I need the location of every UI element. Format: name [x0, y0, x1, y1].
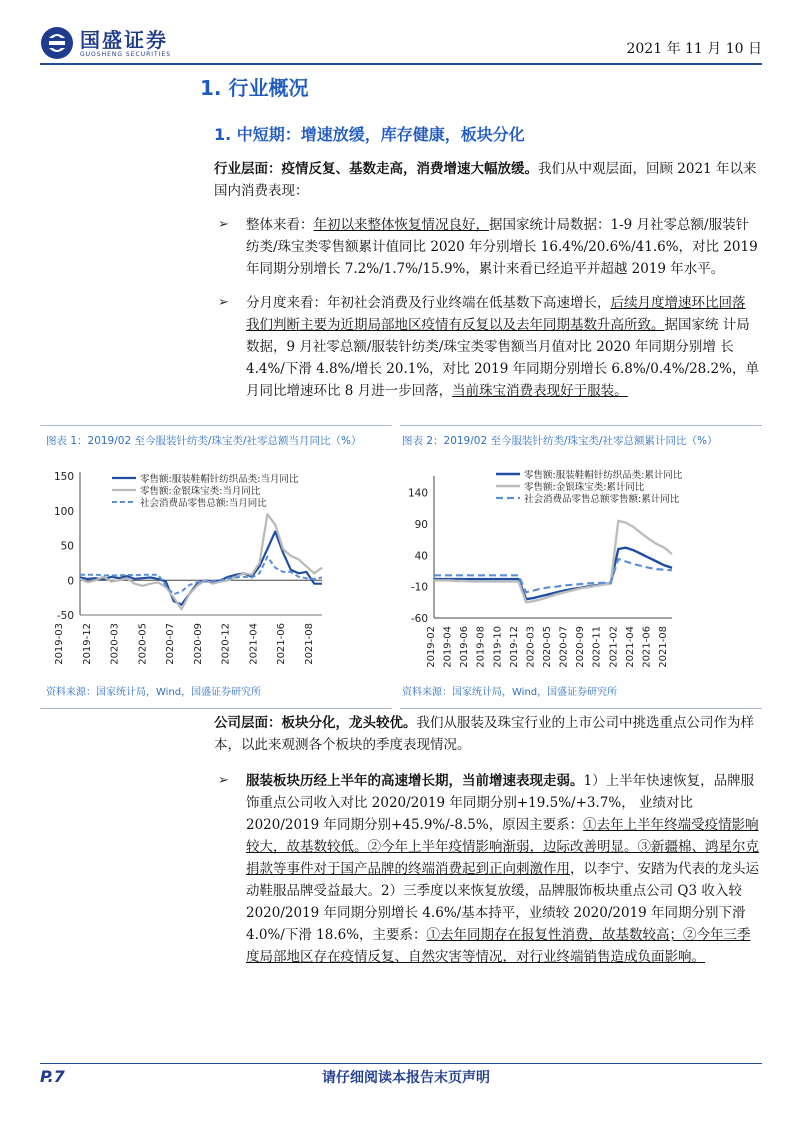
footer-disclaimer: 请仔细阅读本报告末页声明	[322, 1070, 490, 1086]
y-tick-label: 90	[414, 518, 428, 531]
x-tick-label: 2020-03	[109, 623, 121, 665]
legend-label: 零售额:金银珠宝类:累计同比	[524, 482, 645, 493]
x-tick-label: 2021-08	[304, 623, 315, 665]
apparel-bullet-underlined-3: ②今年三季度局部地区存在疫情反复、自然灾害等情况，对行业终端销售造成负面影响。	[246, 927, 751, 965]
x-tick-label: 2021-04	[248, 623, 260, 665]
x-tick-label: 2019-02	[426, 626, 437, 668]
company-lead-bold: 公司层面：板块分化，龙头较优。	[214, 715, 417, 731]
y-tick-label: -50	[56, 610, 74, 622]
x-tick-label: 2019-12	[508, 626, 520, 668]
apparel-bullet-text-1: 1）上半年快速恢复，品牌服饰重点公司收入对比 2020/2019 年同期分别+19.5%/+3.7%， 业绩对比 2020/2019 年同期分别+45.9%/-8.5%，原因主要系：	[246, 773, 755, 833]
legend-label: 零售额:服装鞋帽针纺织品类:当月同比	[140, 474, 299, 485]
section-heading: 1. 行业概况	[200, 76, 309, 100]
legend-label: 零售额:服装鞋帽针纺织品类:累计同比	[524, 470, 683, 481]
page-number: P.7	[40, 1067, 65, 1086]
overall-bullet-text: 据国家统计局数据：1-9 月社零总额/服装针纺类/珠宝类零售额累计值同比 2020 年分别增长 16.4%/20.6%/41.6%，对比 2019 年同期分别增长 7.2%/1.7%/15.9%，累计来看已经追平并超越 2019 年水平。	[246, 217, 758, 277]
x-tick-label: 2020-11	[591, 626, 603, 668]
logo-text-en: GUOSHENG SECURITIES	[80, 50, 172, 58]
x-tick-label: 2020-12	[220, 623, 232, 665]
bullet-arrow-icon: ➢	[218, 295, 229, 310]
y-tick-label: 50	[60, 540, 74, 553]
subsection-heading: 1. 中短期：增速放缓，库存健康，板块分化	[214, 125, 525, 144]
x-tick-label: 2021-06	[276, 623, 288, 665]
monthly-bullet-underlined-1: 后续月度增速环比回落 我们判断主要为近期局部地区疫情有反复以及去年同期基数升高所致。	[246, 295, 746, 333]
chart-1-source: 资料来源：国家统计局，Wind，国盛证券研究所	[46, 687, 262, 698]
series-line	[80, 514, 322, 609]
overall-bullet-underlined: 年初以来整体恢复情况良好，	[313, 217, 489, 233]
x-tick-label: 2020-09	[575, 626, 587, 668]
chart-2-source: 资料来源：国家统计局，Wind，国盛证券研究所	[402, 687, 618, 698]
y-tick-label: -10	[410, 581, 428, 594]
y-tick-label: 0	[67, 575, 74, 588]
logo-text-cn: 国盛证券	[80, 27, 168, 52]
series-line	[80, 532, 322, 605]
monthly-bullet-underlined-2: 当前珠宝消费表现好于服装。	[452, 383, 628, 399]
x-tick-label: 2020-05	[137, 623, 149, 665]
y-tick-label: 40	[414, 550, 428, 563]
logo-icon	[40, 26, 74, 60]
header-divider	[40, 63, 762, 65]
x-tick-label: 2019-03	[54, 623, 65, 665]
series-line	[80, 557, 322, 595]
x-tick-label: 2021-02	[608, 626, 620, 668]
x-tick-label: 2020-09	[192, 623, 204, 665]
y-tick-label: -60	[410, 613, 428, 625]
chart-2-title: 图表 2：2019/02 至今服装针纺类/珠宝类/社零总额累计同比（%）	[402, 435, 718, 447]
apparel-bullet-text-2: ，以李宁、安踏为代表的龙头运动鞋服品牌受益最大。2）三季度以来恢复放缓，品牌服饰板块重点公司 Q3 收入较 2020/2019 年同期分别增长 4.6%/基本持平，业绩较 2020/2019 年同期分别下滑 4.0%/下滑 18.6%，主要系：	[246, 861, 759, 943]
x-tick-label: 2021-06	[641, 626, 653, 668]
legend-label: 社会消费品零售总额:当月同比	[140, 498, 267, 509]
y-tick-label: 100	[53, 505, 74, 518]
y-tick-label: 150	[53, 471, 74, 483]
bullet-arrow-icon: ➢	[218, 217, 229, 232]
x-tick-label: 2021-08	[658, 626, 669, 668]
x-tick-label: 2020-07	[558, 626, 570, 668]
overall-bullet	[246, 214, 762, 280]
x-tick-label: 2019-04	[442, 626, 454, 668]
industry-lead-text: 我们从中观层面，回顾 2021 年以来国内消费表现：	[214, 161, 757, 199]
report-date: 2021 年 11 月 10 日	[626, 41, 762, 57]
series-line	[434, 521, 672, 603]
apparel-bullet	[246, 770, 762, 968]
x-tick-label: 2019-12	[81, 623, 93, 665]
x-tick-label: 2019-06	[459, 626, 471, 668]
series-line	[434, 559, 672, 592]
company-paragraph	[214, 712, 762, 756]
x-tick-label: 2020-03	[525, 626, 537, 668]
chart-1-title: 图表 1：2019/02 至今服装针纺类/珠宝类/社零总额当月同比（%）	[46, 435, 362, 447]
bullet-arrow-icon: ➢	[218, 773, 229, 788]
overall-bullet-prefix: 整体来看：	[246, 217, 314, 233]
chart-2-cumulative-yoy	[400, 460, 762, 680]
apparel-bullet-underlined-1: ①去年上半年终端受疫情影响较大，故基数较低。②今年上半年疫情影响渐弱，边际改善明显。③新疆棉、鸿星尔克捐款等事件对于国产品牌的终端消费起到正向刺激作用	[246, 817, 759, 877]
monthly-bullet-prefix: 分月度来看：年初社会消费及行业终端在低基数下高速增长，	[246, 295, 611, 311]
monthly-bullet-text: 据国家统 计局数据，9 月社零总额/服装针纺类/珠宝类零售额当月值对比 2020 年同期分别增 长 4.4%/下滑 4.8%/增长 20.1%，对比 2019 年同期分别增长 6.8%/0.4%/28.2%，单 月同比增速环比 8 月进一步回落，	[246, 317, 759, 399]
company-logo	[40, 26, 171, 60]
footer-divider	[40, 1063, 762, 1064]
x-tick-label: 2020-05	[542, 626, 553, 668]
apparel-bullet-bold: 服装板块历经上半年的高速增长期，当前增速表现走弱。	[246, 773, 584, 789]
x-tick-label: 2019-08	[475, 626, 487, 668]
industry-paragraph	[214, 158, 762, 202]
legend-label: 零售额:金银珠宝类:当月同比	[140, 486, 261, 497]
x-tick-label: 2020-07	[165, 623, 177, 665]
x-tick-label: 2019-10	[492, 626, 504, 668]
x-tick-label: 2021-04	[624, 626, 636, 668]
monthly-bullet	[246, 292, 762, 402]
legend-label: 社会消费品零售总额零售额:累计同比	[524, 494, 680, 505]
series-line	[434, 548, 672, 600]
y-tick-label: 140	[407, 487, 428, 500]
apparel-bullet-underlined-2: ①去年同期存在报复性消费，故基数较高；	[426, 927, 684, 943]
industry-lead-bold: 行业层面：疫情反复、基数走高，消费增速大幅放缓。	[214, 161, 538, 177]
chart-1-monthly-yoy	[40, 460, 392, 680]
company-lead-text: 我们从服装及珠宝行业的上市公司中挑选重点公司作为样本，以此来观测各个板块的季度表现情况。	[214, 715, 754, 753]
